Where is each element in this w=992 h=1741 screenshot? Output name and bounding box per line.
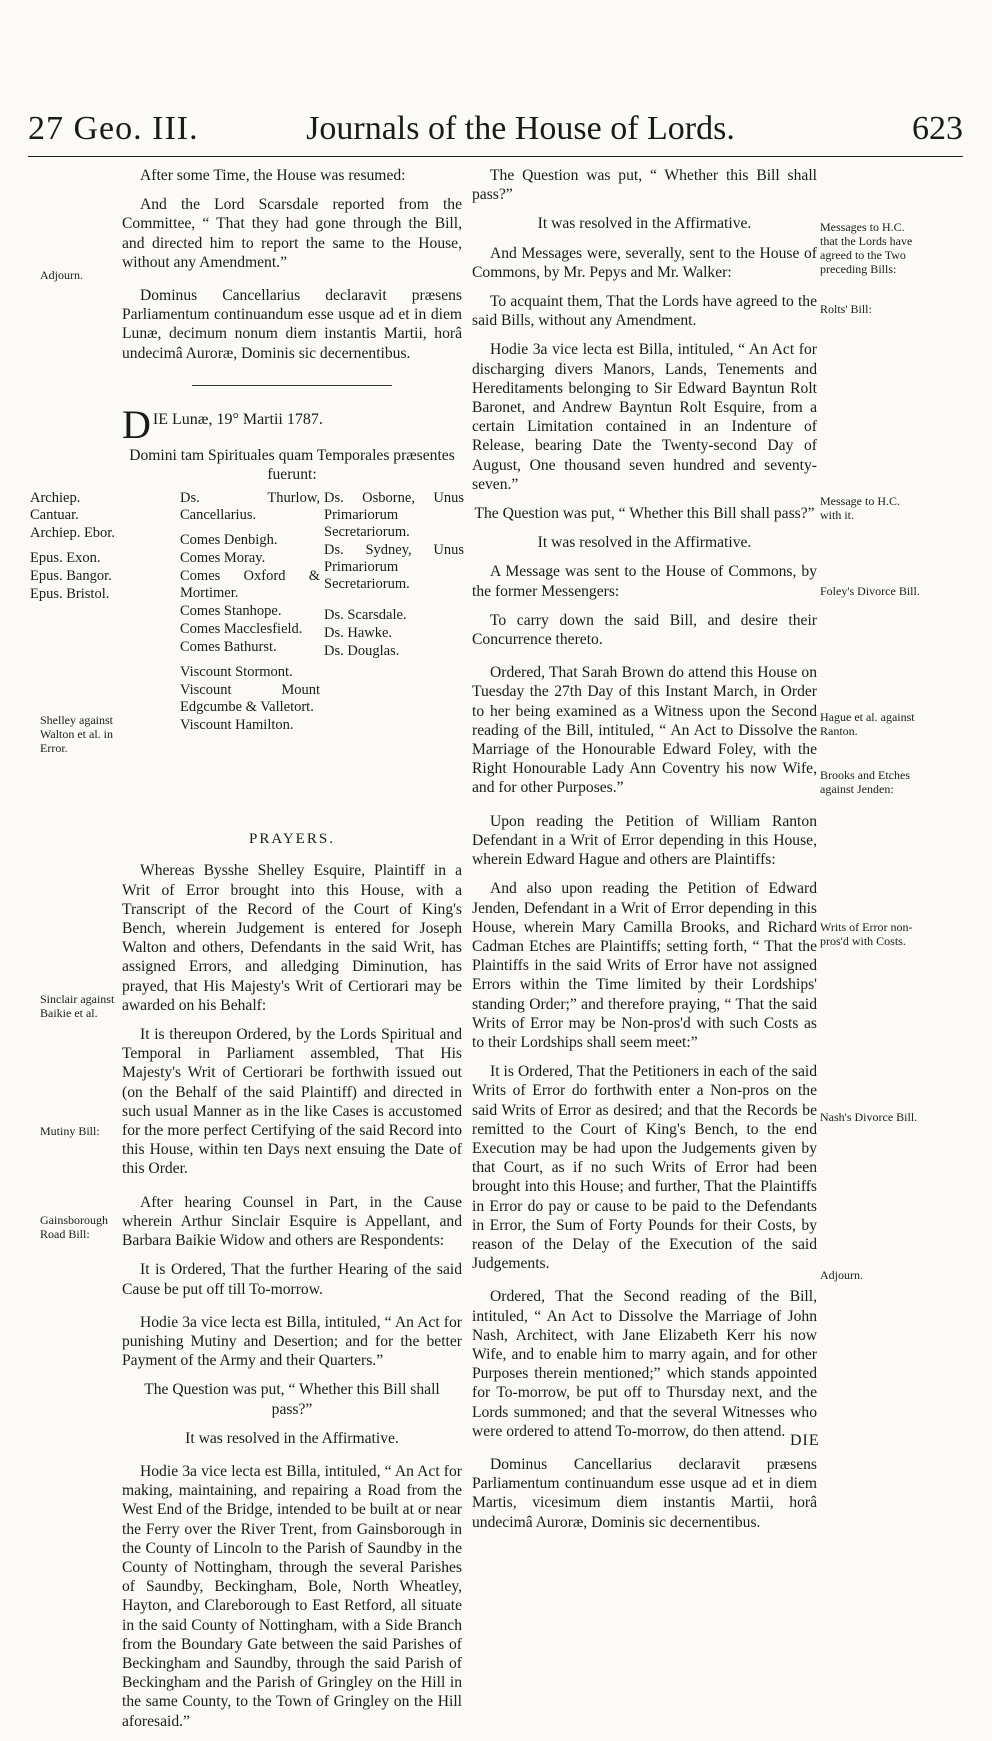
- lords-present-heading: Domini tam Spirituales quam Temporales præsentes fuerunt:: [129, 446, 455, 484]
- paragraph: It is thereupon Ordered, by the Lords Spiritual and Temporal in Parliament assembled, That His Majesty's Writ of Certiorari be forthwith issued out (on the Behalf of the said Plaintiff) and directed in such usual Manner as in the like Cases is accustomed for the more perfect Certifying of the said Record into this House, within ten Days next ensuing the Date of this Order.: [122, 1026, 462, 1178]
- right-column: [472, 166, 817, 1542]
- question-put: The Question was put, “ Whether this Bill shall pass?”: [474, 505, 815, 523]
- paragraph: To acquaint them, That the Lords have agreed to the said Bills, without any Amendment.: [472, 293, 817, 330]
- paragraph: A Message was sent to the House of Commons, by the former Messengers:: [472, 563, 817, 600]
- paragraph: Hodie 3a vice lecta est Billa, intituled, “ An Act for discharging divers Manors, Lands, Tenements and Hereditaments belonging to Sir Edward Bayntun Rolt Baronet, and Andrew Bayntun Rolt Esquire, from a certain Limitation contained in an Indenture of Release, bearing Date the Twenty-second Day of August, One thousand seven hundred and seventy-seven.”: [472, 341, 817, 493]
- drop-cap: D: [122, 401, 151, 447]
- catchword: DIE: [790, 1432, 820, 1449]
- margin-note-hague: Hague et al. against Ranton.: [820, 710, 915, 738]
- paragraph: Ordered, That Sarah Brown do attend this House on Tuesday the 27th Day of this Instant March, in Order to her being examined as a Witness upon the Second reading of the Bill, intituled, “ An Act to Dissolve the Marriage of the Honourable Edward Foley, with the Right Honourable Lady Ann Coventry his now Wife, and for other Purposes.”: [472, 664, 817, 797]
- paragraph: Dominus Cancellarius declaravit præsens Parliamentum continuandum esse usque ad et in diem Lunæ, decimum nonum diem instantis Martii, horâ undecimâ Auroræ, Dominis sic decernentibus.: [122, 287, 462, 362]
- margin-note-shelley: Shelley against Walton et al. in Error.: [40, 713, 114, 755]
- lord-entry: Ds. Douglas.: [324, 643, 400, 660]
- margin-note-nash: Nash's Divorce Bill.: [820, 1110, 918, 1124]
- question-put: The Question was put, “ Whether this Bill shall pass?”: [144, 1381, 440, 1418]
- lord-entry: Viscount Hamilton.: [180, 717, 294, 734]
- paragraph: To carry down the said Bill, and desire their Concurrence thereto.: [472, 611, 817, 649]
- lord-entry: Comes Macclesfield.: [180, 621, 303, 638]
- lord-entry: Comes Oxford & Mortimer.: [180, 568, 320, 602]
- paragraph: It is Ordered, That the Petitioners in each of the said Writs of Error do forthwith enter a Non-pros on the said Writs of Error as desired; and that the Records be remitted to the Court of King's Bench, to the end Execution may be had upon the Judgements given by that Court, as if no such Writs of Error had been brought into this House; and further, That the Plaintiffs in Error do pay or cause to be paid to the Defendants in Error, the Sum of Forty Pounds for their Costs, by reason of the Delay of the Execution of the said Judgements.: [472, 1063, 817, 1273]
- lord-entry: Comes Moray.: [180, 550, 266, 567]
- paragraph: Hodie 3a vice lecta est Billa, intituled, “ An Act for making, maintaining, and repairing a Road from the West End of the Bridge, intended to be built at or near the Ferry over the River Trent, from Gainsborough in the County of Lincoln to the Parish of Saundby in the County of Nottingham, through the several Parishes of Saundby, Beckingham, Bole, North Wheatley, Hayton, and Clareborough to East Retford, all situate in the said County of Nottingham, with a Side Branch from the Boundary Gate between the said Parishes of Beckingham and Saundby, through the said Parish of Beckingham and the Parish of Gringley on the Hill in the same County, to the Town of Gringley on the Hill aforesaid.”: [122, 1462, 462, 1730]
- paragraph: Hodie 3a vice lecta est Billa, intituled, “ An Act for punishing Mutiny and Desertion; and for the better Payment of the Army and their Quarters.”: [122, 1313, 462, 1370]
- header-title: Journals of the House of Lords.: [306, 110, 735, 147]
- lords-temporal-column: [180, 490, 320, 735]
- page-number: 623: [912, 110, 963, 147]
- margin-note-messages: Messages to H.C. that the Lords have agreed to the Two preceding Bills:: [820, 220, 913, 276]
- paragraph: Whereas Bysshe Shelley Esquire, Plaintiff in a Writ of Error brought into this House, with a Transcript of the Record of the Court of King's Bench, wherein Judgement is entered for Joseph Walton and others, Defendants in the said Writ, has assigned Errors, and alledging Diminution, has prayed, that His Majesty's Writ of Certiorari may be awarded on his Behalf:: [122, 862, 462, 1014]
- lord-entry: Ds. Osborne, Unus Primariorum Secretariorum.: [324, 490, 464, 541]
- paragraph: And Messages were, severally, sent to the House of Commons, by Mr. Pepys and Mr. Walker:: [472, 244, 817, 281]
- margin-note-rolts: Rolts' Bill:: [820, 302, 872, 316]
- sitting-date: [122, 401, 462, 447]
- resolution: It was resolved in the Affirmative.: [537, 215, 752, 233]
- page-header: [28, 108, 963, 157]
- lord-entry: Archiep. Cantuar.: [30, 490, 81, 524]
- margin-note-foley: Foley's Divorce Bill.: [820, 584, 920, 598]
- lord-entry: Comes Bathurst.: [180, 639, 277, 656]
- section-divider: [192, 385, 392, 386]
- margin-note-writs: Writs of Error non-pros'd with Costs.: [820, 920, 913, 948]
- paragraph: Dominus Cancellarius declaravit præsens Parliamentum continuandum esse usque ad et in diem Martis, vicesimum diem instantis Martii, horâ undecimâ Auroræ, Dominis sic decernentibus.: [472, 1455, 817, 1531]
- lord-entry: Archiep. Ebor.: [30, 525, 115, 542]
- margin-note-adjourn: Adjourn.: [40, 268, 83, 282]
- paragraph: After some Time, the House was resumed:: [140, 167, 406, 184]
- paragraph: And the Lord Scarsdale reported from the Committee, “ That they had gone through the Bill, and directed him to report the same to the House, without any Amendment.”: [122, 196, 462, 271]
- lord-entry: Epus. Bristol.: [30, 586, 110, 603]
- margin-note-adjourn-right: Adjourn.: [820, 1268, 863, 1282]
- lord-entry: Ds. Scarsdale.: [324, 607, 407, 624]
- lord-entry: Comes Denbigh.: [180, 532, 278, 549]
- lord-entry: Viscount Mount Edgcumbe & Valletort.: [180, 682, 320, 716]
- lords-secretaries-column: [324, 490, 464, 661]
- sitting-date-text: IE Lunæ, 19° Martii 1787.: [152, 410, 323, 428]
- paragraph: After hearing Counsel in Part, in the Cause wherein Arthur Sinclair Esquire is Appellant, and Barbara Baikie Widow and others are Respondents:: [122, 1193, 462, 1250]
- margin-note-gainsborough: Gainsborough Road Bill:: [40, 1213, 108, 1241]
- lord-entry: Comes Stanhope.: [180, 603, 282, 620]
- lord-entry: Ds. Thurlow, Cancellarius.: [180, 490, 320, 524]
- margin-note-brooks: Brooks and Etches against Jenden:: [820, 768, 910, 796]
- header-regnal-year: 27 Geo. III.: [28, 110, 199, 147]
- paragraph: Ordered, That the Second reading of the Bill, intituled, “ An Act to Dissolve the Marriage of John Nash, Architect, with Jane Elizabeth Kerr his now Wife, and to enable him to marry again, and for other Purposes therein mentioned;” which stands appointed for To-morrow, be put off to Thursday next, and the Lords summoned; and that the several Witnesses who were ordered to attend To-morrow, do then attend.: [472, 1288, 817, 1440]
- margin-note-sinclair: Sinclair against Baikie et al.: [40, 992, 115, 1020]
- prayers-heading: PRAYERS.: [249, 831, 335, 848]
- resolution: It was resolved in the Affirmative.: [537, 534, 752, 552]
- paragraph: Upon reading the Petition of William Ranton Defendant in a Writ of Error depending in this House, wherein Edward Hague and others are Plaintiffs:: [472, 812, 817, 869]
- paragraph: It is Ordered, That the further Hearing of the said Cause be put off till To-morrow.: [122, 1261, 462, 1298]
- lord-entry: Epus. Bangor.: [30, 568, 112, 585]
- lords-spiritual-column: [30, 490, 120, 604]
- resolution: It was resolved in the Affirmative.: [185, 1429, 399, 1447]
- lord-entry: Ds. Hawke.: [324, 625, 393, 642]
- margin-note-message: Message to H.C. with it.: [820, 494, 900, 522]
- margin-note-mutiny: Mutiny Bill:: [40, 1124, 100, 1138]
- lord-entry: Epus. Exon.: [30, 550, 101, 567]
- lord-entry: Viscount Stormont.: [180, 664, 293, 681]
- question-put: The Question was put, “ Whether this Bill shall pass?”: [472, 167, 817, 204]
- paragraph: And also upon reading the Petition of Edward Jenden, Defendant in a Writ of Error depending in this House, wherein Mary Camilla Brooks, and Richard Cadman Etches are Plaintiffs; setting forth, “ That the Plaintiffs in the said Writs of Error have not assigned Errors within the Time limited by their Lordships' standing Order;” and therefore praying, “ That the said Writs of Error may be Non-pros'd with such Costs as to their Lordships shall seem meet:”: [472, 880, 817, 1051]
- lord-entry: Ds. Sydney, Unus Primariorum Secretariorum.: [324, 542, 464, 593]
